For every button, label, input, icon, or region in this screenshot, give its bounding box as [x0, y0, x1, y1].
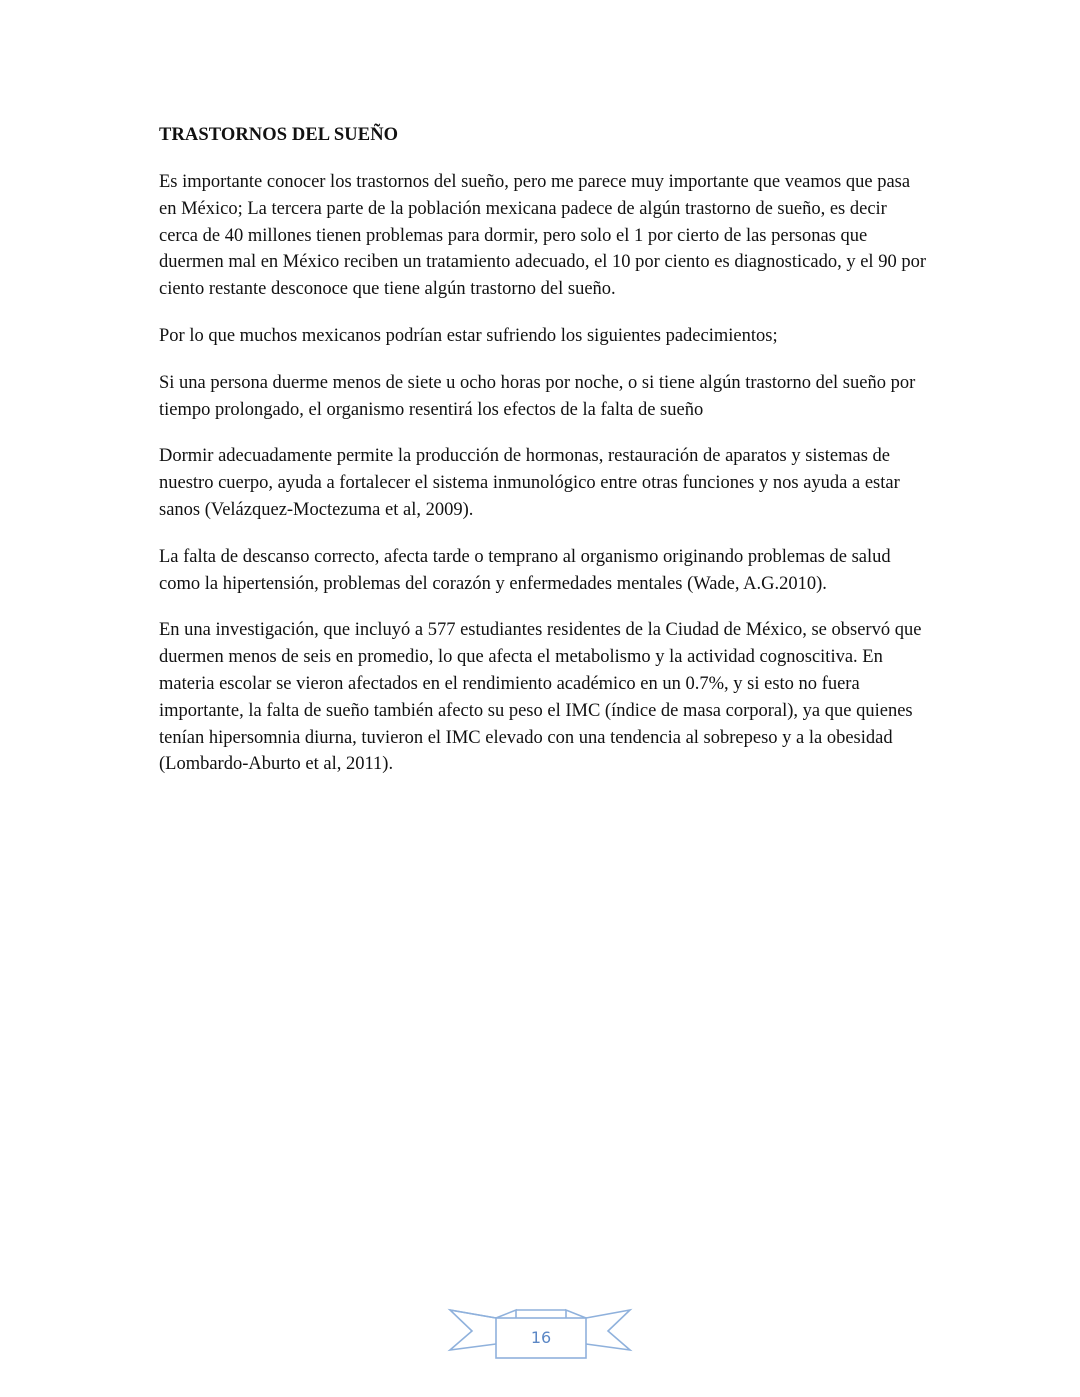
paragraph-5: La falta de descanso correcto, afecta tarde o temprano al organismo originando problemas de salud como la hipertensión, problemas del corazón y enfermedades mentales (Wade, A.G.2010). — [159, 546, 891, 594]
paragraph-2: Por lo que muchos mexicanos podrían estar sufriendo los siguientes padecimientos; — [159, 325, 778, 346]
page-number: 16 — [530, 1328, 552, 1347]
paragraph-3: Si una persona duerme menos de siete u ocho horas por noche, o si tiene algún trastorno del sueño por tiempo prolongado, el organismo resentirá los efectos de la falta de sueño — [159, 372, 916, 420]
paragraph-6: En una investigación, que incluyó a 577 estudiantes residentes de la Ciudad de México, se observó que duermen menos de seis en promedio, lo que afecta el metabolismo y la actividad cognoscitiva. En materia escolar se vieron afectados en el rendimiento académico en un 0.7%, y si esto no fuera importante, la falta de sueño también afecto su peso el IMC (índice de masa corporal), ya que quienes tenían hipersomnia diurna, tuvieron el IMC elevado con una tendencia al sobrepeso y a la obesidad (Lombardo-Aburto et al, 2011). — [159, 620, 922, 775]
paragraph-1: Es importante conocer los trastornos del sueño, pero me parece muy importante que veamos que pasa en México; La tercera parte de la población mexicana padece de algún trastorno de sueño, es decir cerca de 40 millones tienen problemas para dormir, pero solo el 1 por cierto de las personas que duermen mal en México reciben un tratamiento adecuado, el 10 por ciento es diagnosticado, y el 90 por ciento restante desconoce que tiene algún trastorno del sueño. — [159, 172, 926, 300]
section-heading: TRASTORNOS DEL SUEÑO — [159, 125, 399, 145]
paragraph-4: Dormir adecuadamente permite la producción de hormonas, restauración de aparatos y sistemas de nuestro cuerpo, ayuda a fortalecer el sistema inmunológico entre otras funciones y nos ayuda a estar sanos (Velázquez-Moctezuma et al, 2009). — [159, 446, 900, 520]
page-content — [159, 122, 929, 798]
page-footer — [446, 1306, 636, 1364]
